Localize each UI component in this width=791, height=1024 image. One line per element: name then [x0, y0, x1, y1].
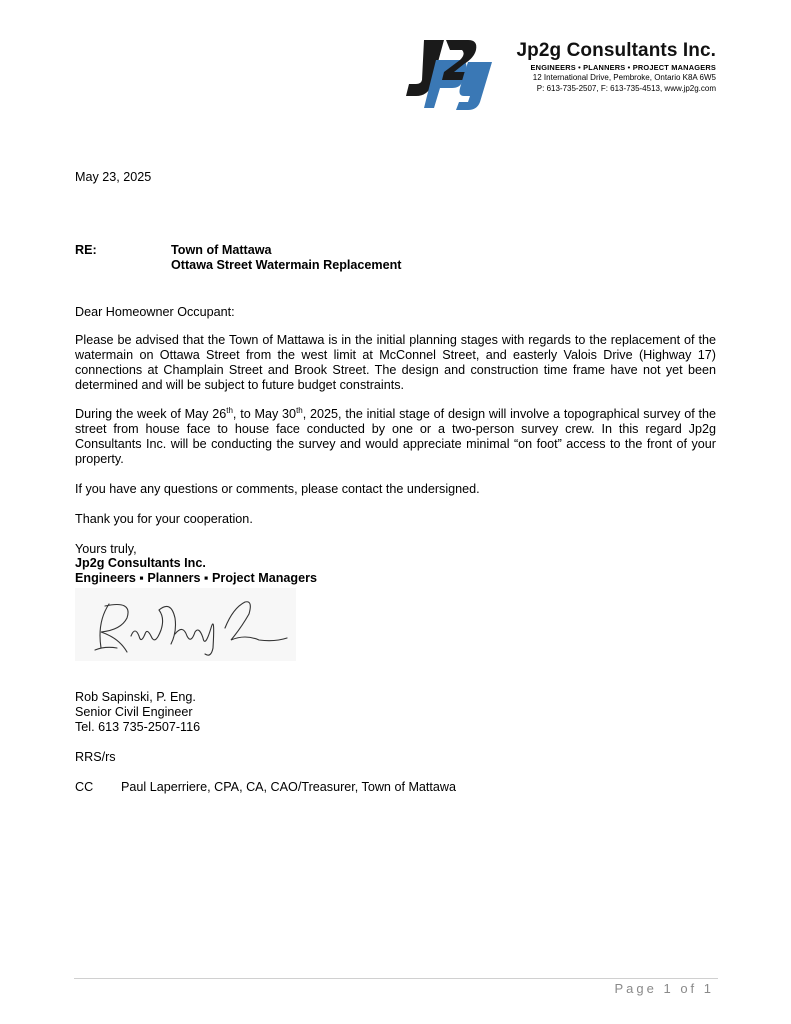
- signature-tagline: Engineers ▪ Planners ▪ Project Managers: [75, 571, 317, 585]
- handwritten-signature: [75, 588, 296, 661]
- body-paragraph-1: Please be advised that the Town of Mattawa is in the initial planning stages with regards to the replacement of the watermain on Ottawa Street from the west limit at McConnel Street, and easterly Valois Drive (Highway 17) connections at Champlain Street and Brook Street. The design and construction time frame have not yet been determined and will be subject to future budget constraints.: [75, 333, 716, 392]
- company-address: 12 International Drive, Pembroke, Ontario K8A 6W5: [532, 73, 716, 82]
- footer-divider: [74, 978, 718, 979]
- cc-recipient: Paul Laperriere, CPA, CA, CAO/Treasurer, Town of Mattawa: [121, 780, 457, 794]
- p2-text-c: , 2025, the initial stage of design will involve a topographical survey of the street from house face to house face conducted by one or a two-person survey crew. In this regard Jp2g Consultants Inc. will be conducting the survey and would appreciate minimal “on foot” access to the front of your property.: [75, 407, 716, 466]
- valediction: Yours truly,: [75, 542, 137, 556]
- signer-phone: Tel. 613 735-2507-116: [75, 720, 201, 734]
- signer-title: Senior Civil Engineer: [75, 705, 193, 719]
- page-number: Page 1 of 1: [614, 981, 714, 996]
- cc-label: CC: [75, 780, 94, 794]
- signature-company: Jp2g Consultants Inc.: [75, 556, 206, 570]
- p2-text-a: During the week of May 26: [75, 407, 227, 421]
- re-label: RE:: [75, 243, 97, 257]
- p2-superscript-2: th: [296, 406, 303, 415]
- company-tagline: ENGINEERS • PLANNERS • PROJECT MANAGERS: [530, 63, 716, 72]
- letter-date: May 23, 2025: [75, 170, 152, 184]
- p2-superscript-1: th: [226, 406, 233, 415]
- body-paragraph-4: Thank you for your cooperation.: [75, 512, 253, 526]
- re-line-2: Ottawa Street Watermain Replacement: [171, 258, 402, 272]
- signer-name: Rob Sapinski, P. Eng.: [75, 690, 196, 704]
- body-paragraph-3: If you have any questions or comments, please contact the undersigned.: [75, 482, 480, 496]
- body-paragraph-2: [75, 407, 716, 467]
- salutation: Dear Homeowner Occupant:: [75, 305, 235, 319]
- reference-initials: RRS/rs: [75, 750, 116, 764]
- p2-text-b: , to May 30: [232, 407, 297, 421]
- company-contact: P: 613-735-2507, F: 613-735-4513, www.jp2g.com: [536, 84, 716, 93]
- re-line-1: Town of Mattawa: [171, 243, 272, 257]
- company-name: Jp2g Consultants Inc.: [516, 40, 716, 61]
